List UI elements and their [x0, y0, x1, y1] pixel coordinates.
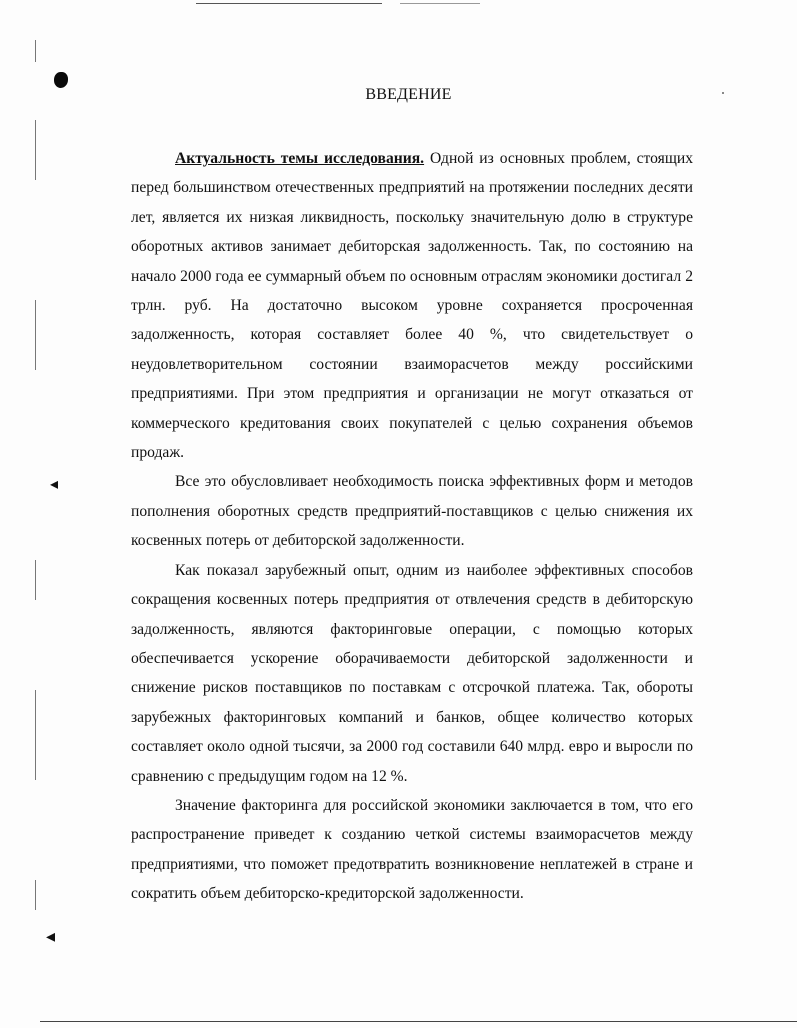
paragraph-text: Все это обусловливает необходимость поиска эффективных форм и методов пополнения оборотных средств предприятий-поставщиков с целью снижения их косвенных потерь от дебиторской задолженности.: [131, 473, 693, 550]
paragraph-text: Как показал зарубежный опыт, одним из наиболее эффективных способов сокращения косвенных потерь предприятия от отвлечения средств в дебиторскую задолженность, являются факторинговые операции, с помощью которых обеспечивается ускорение оборачиваемости дебиторской задолженности и снижение рисков поставщиков по поставкам с отсрочкой платежа. Так, обороты зарубежных факторинговых компаний и банков, общее количество которых составляет около одной тысячи, за 2000 год составили 640 млрд. евро и выросли по сравнению с предыдущим годом на 12 %.: [131, 561, 693, 785]
paragraph-text: Одной из основных проблем, стоящих перед большинством отечественных предприятий на протяжении последних десяти лет, является их низкая ликвидность, поскольку значительную долю в структуре оборотных активов занимает дебиторская задолженность. Так, по состоянию на начало 2000 года ее суммарный объем по основным отраслям экономики достигал 2 трлн. руб. На достаточно высоком уровне сохраняется просроченная задолженность, которая составляет более 40 %, что свидетельствует о неудовлетворительном состоянии взаиморасчетов между российскими предприятиями. При этом предприятия и организации не могут отказаться от коммерческого кредитования своих покупателей с целью сохранения объемов продаж.: [131, 150, 693, 462]
scan-top-line-faint: [400, 3, 480, 4]
paragraph: [131, 556, 693, 791]
paragraph: [131, 467, 693, 555]
scan-margin-line: [35, 120, 36, 180]
scan-margin-line: [35, 560, 36, 600]
paragraph: [131, 144, 693, 467]
scan-arrow-mark-icon: ◂: [46, 926, 56, 947]
scan-margin-line: [35, 300, 36, 370]
document-title: ВВЕДЕНИЕ: [365, 86, 452, 103]
paragraph: [131, 791, 693, 909]
document-body: [131, 144, 693, 909]
scan-margin-line: [35, 690, 36, 780]
paragraph-text: Значение факторинга для российской экономики заключается в том, что его распространение приведет к созданию четкой системы взаиморасчетов между предприятиями, что поможет предотвратить возникновение неплатежей в стране и сократить объем дебиторско-кредиторской задолженности.: [131, 796, 693, 903]
paragraph-lead: Актуальность темы исследования.: [175, 150, 425, 167]
scan-bottom-line: [40, 1021, 797, 1022]
scan-margin-line: [35, 40, 36, 62]
scan-arrow-mark-icon: ◂: [50, 474, 59, 493]
scan-margin-line: [35, 880, 36, 910]
scan-top-line: [196, 3, 382, 4]
